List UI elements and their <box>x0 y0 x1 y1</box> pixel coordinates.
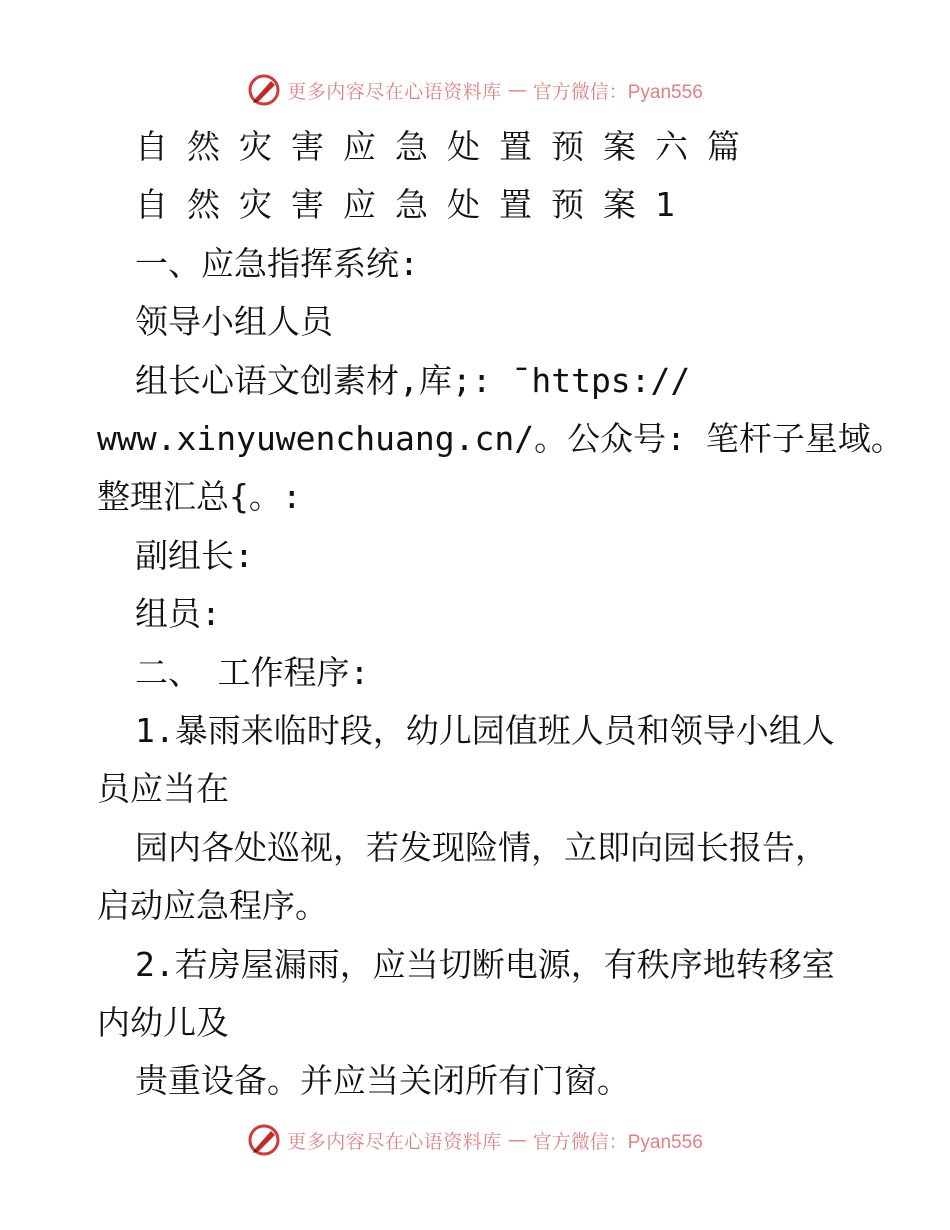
body-line: 一、应急指挥系统: <box>135 244 419 283</box>
banner-separator: — <box>507 1129 527 1151</box>
red-pen-circle-icon <box>247 1123 281 1157</box>
body-line: 整理汇总{。: <box>97 477 302 516</box>
body-line: 启动应急程序。 <box>97 886 328 925</box>
body-line: 园内各处巡视，若发现险情，立即向园长报告， <box>135 828 828 867</box>
body-line: 内幼儿及 <box>97 1003 229 1042</box>
body-line: 贵重设备。并应当关闭所有门窗。 <box>135 1061 630 1100</box>
document-title: 自然灾害应急处置预案六篇 <box>135 127 759 166</box>
red-pen-circle-icon <box>247 73 281 107</box>
body-line: 员应当在 <box>97 769 229 808</box>
banner-text: 更多内容尽在心语资料库 <box>287 80 502 103</box>
body-line: 组员: <box>135 594 221 633</box>
banner-wechat: 官方微信：Pyan556 <box>532 81 703 103</box>
banner-wechat: 官方微信：Pyan556 <box>532 1131 703 1153</box>
body-line: 领导小组人员 <box>135 302 333 341</box>
body-line: 2.若房屋漏雨，应当切断电源，有秩序地转移室 <box>135 945 835 984</box>
footer-banner <box>0 1118 950 1162</box>
body-line: 二、 工作程序: <box>135 653 370 692</box>
body-line: 副组长: <box>135 536 254 575</box>
body-line: www.xinyuwenchuang.cn/。公众号: 笔杆子星域。 <box>97 419 904 458</box>
header-banner <box>0 68 950 112</box>
banner-separator: — <box>507 79 527 101</box>
document-subtitle: 自然灾害应急处置预案1 <box>135 185 694 224</box>
banner-text: 更多内容尽在心语资料库 <box>287 1130 502 1153</box>
body-line: 组长心语文创素材,库;: ¯https:// <box>135 361 691 400</box>
body-line: 1.暴雨来临时段，幼儿园值班人员和领导小组人 <box>135 711 835 750</box>
